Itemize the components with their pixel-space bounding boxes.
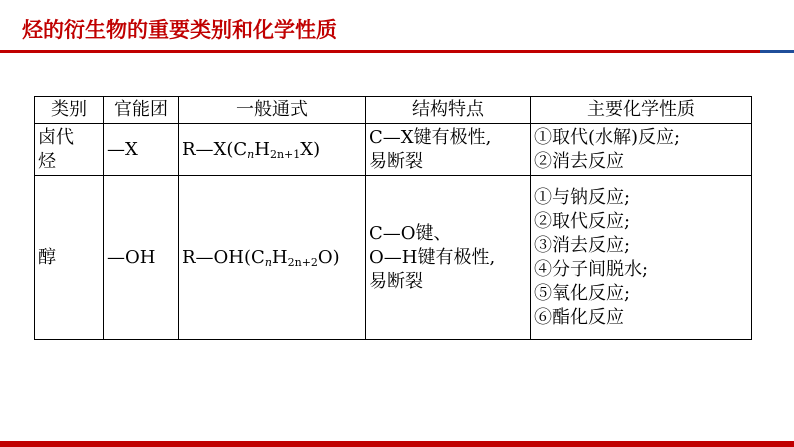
formula-subscript-n: n [264,255,272,269]
property-line: ⑤氧化反应; [534,282,631,304]
property-line: ①取代(水解)反应; [534,126,681,148]
category-line: 卤代 [38,126,74,148]
structure-line: 易断裂 [369,150,423,172]
header-rule-blue [760,50,794,53]
cell-functional-group: —OH [104,176,179,340]
cell-properties [531,124,752,176]
cell-formula [179,176,366,340]
cell-category [35,176,104,340]
structure-line: 易断裂 [369,270,423,292]
formula-part: X) [300,138,321,160]
page-title: 烃的衍生物的重要类别和化学性质 [22,18,337,42]
col-header-category: 类别 [35,97,104,124]
formula-part: R—OH(C [182,246,265,268]
formula-subscript: 2n+2 [287,255,318,269]
header-rule-red [0,50,760,53]
col-header-properties: 主要化学性质 [531,97,752,124]
col-header-functional-group: 官能团 [104,97,179,124]
col-header-formula: 一般通式 [179,97,366,124]
structure-line: O—H键有极性, [369,246,496,268]
cell-structure [366,176,531,340]
cell-formula [179,124,366,176]
formula-subscript: 2n+1 [269,147,301,161]
formula-part: H [254,138,270,160]
formula-part: O) [317,246,340,268]
property-line: ①与钠反应; [534,186,631,208]
col-header-structure: 结构特点 [366,97,531,124]
property-line: ②取代反应; [534,210,631,232]
property-line: ③消去反应; [534,234,631,256]
formula-part: H [271,246,288,268]
property-line: ④分子间脱水; [534,258,649,280]
formula-part: R—X(C [182,138,248,160]
property-line: ②消去反应 [534,150,624,172]
property-line: ⑥酯化反应 [534,306,624,328]
structure-line: C—O键、 [369,222,452,244]
formula-subscript-n: n [247,147,255,161]
category-line: 烃 [38,150,56,172]
cell-functional-group: —X [104,124,179,176]
cell-properties [531,176,752,340]
cell-structure [366,124,531,176]
derivatives-table [34,96,752,340]
footer-bar [0,441,794,447]
table-row [35,124,752,176]
table-header-row [35,97,752,124]
cell-category [35,124,104,176]
table-row [35,176,752,340]
structure-line: C—X键有极性, [369,126,492,148]
category-line: 醇 [38,246,56,268]
